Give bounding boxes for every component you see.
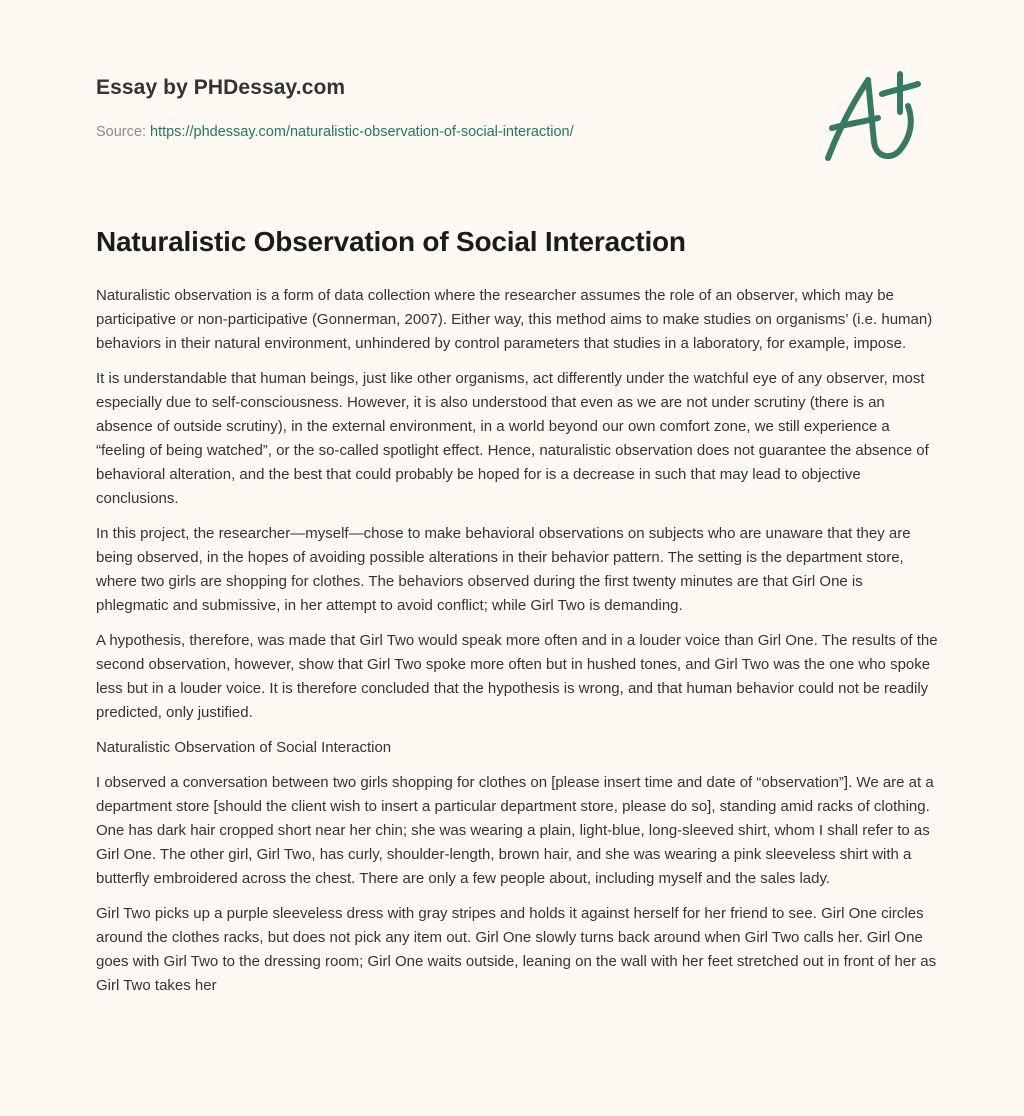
- paragraph: It is understandable that human beings, just like other organisms, act differently under the watchful eye of any observer, most especially due to self-consciousness. However, it is also understood that even as we are not under scrutiny (there is an absence of outside scrutiny), in the external environment, in a world beyond our own comfort zone, we still experience a “feeling of being watched”, or the so-called spotlight effect. Hence, naturalistic observation does not guarantee the absence of behavioral alteration, and the best that could probably be hoped for is a decrease in such that may lead to objective conclusions.: [96, 370, 929, 507]
- article-body: [96, 284, 938, 1009]
- essay-page: [96, 0, 938, 994]
- paragraph: A hypothesis, therefore, was made that Girl Two would speak more often and in a louder voice than Girl One. The results of the second observation, however, show that Girl Two spoke more often but in hushed tones, and Girl Two was the one who spoke less but in a louder voice. It is therefore concluded that the hypothesis is wrong, and that human behavior could not be readily predicted, only justified.: [96, 632, 938, 721]
- paragraph: I observed a conversation between two girls shopping for clothes on [please insert time and date of “observation”]. We are at a department store [should the client wish to insert a particular department store, please do so], standing amid racks of clothing. One has dark hair cropped short near her chin; she was wearing a plain, light-blue, long-sleeved shirt, whom I shall refer to as Girl One. The other girl, Girl Two, has curly, shoulder-length, brown hair, and she was wearing a pink sleeveless shirt with a butterfly embroidered across the chest. There are only a few people about, including myself and the sales lady.: [96, 774, 934, 887]
- source-link[interactable]: https://phdessay.com/naturalistic-observation-of-social-interaction/: [150, 124, 574, 140]
- section-subheading: Naturalistic Observation of Social Interaction: [96, 739, 392, 756]
- paragraph: In this project, the researcher—myself—chose to make behavioral observations on subjects who are unaware that they are being observed, in the hopes of avoiding possible alterations in their behavior pattern. The setting is the department store, where two girls are shopping for clothes. The behaviors observed during the first twenty minutes are that Girl One is phlegmatic and submissive, in her attempt to avoid conflict; while Girl Two is demanding.: [96, 525, 911, 614]
- site-brand: Essay by PHDessay.com: [96, 76, 346, 99]
- a-plus-grade-icon: [822, 66, 932, 170]
- source-line: [96, 124, 574, 140]
- article-title: Naturalistic Observation of Social Interaction: [96, 226, 686, 257]
- paragraph: Naturalistic observation is a form of data collection where the researcher assumes the role of an observer, which may be participative or non-participative (Gonnerman, 2007). Either way, this method aims to make studies on organisms’ (i.e. human) behaviors in their natural environment, unhindered by control parameters that studies in a laboratory, for example, impose.: [96, 287, 933, 352]
- paragraph: Girl Two picks up a purple sleeveless dress with gray stripes and holds it against herself for her friend to see. Girl One circles around the clothes racks, but does not pick any item out. Girl One slowly turns back around when Girl Two calls her. Girl One goes with Girl Two to the dressing room; Girl One waits outside, leaning on the wall with her feet stretched out in front of her as Girl Two takes her: [96, 905, 937, 994]
- source-label: Source:: [96, 124, 150, 140]
- page-header: [96, 0, 936, 190]
